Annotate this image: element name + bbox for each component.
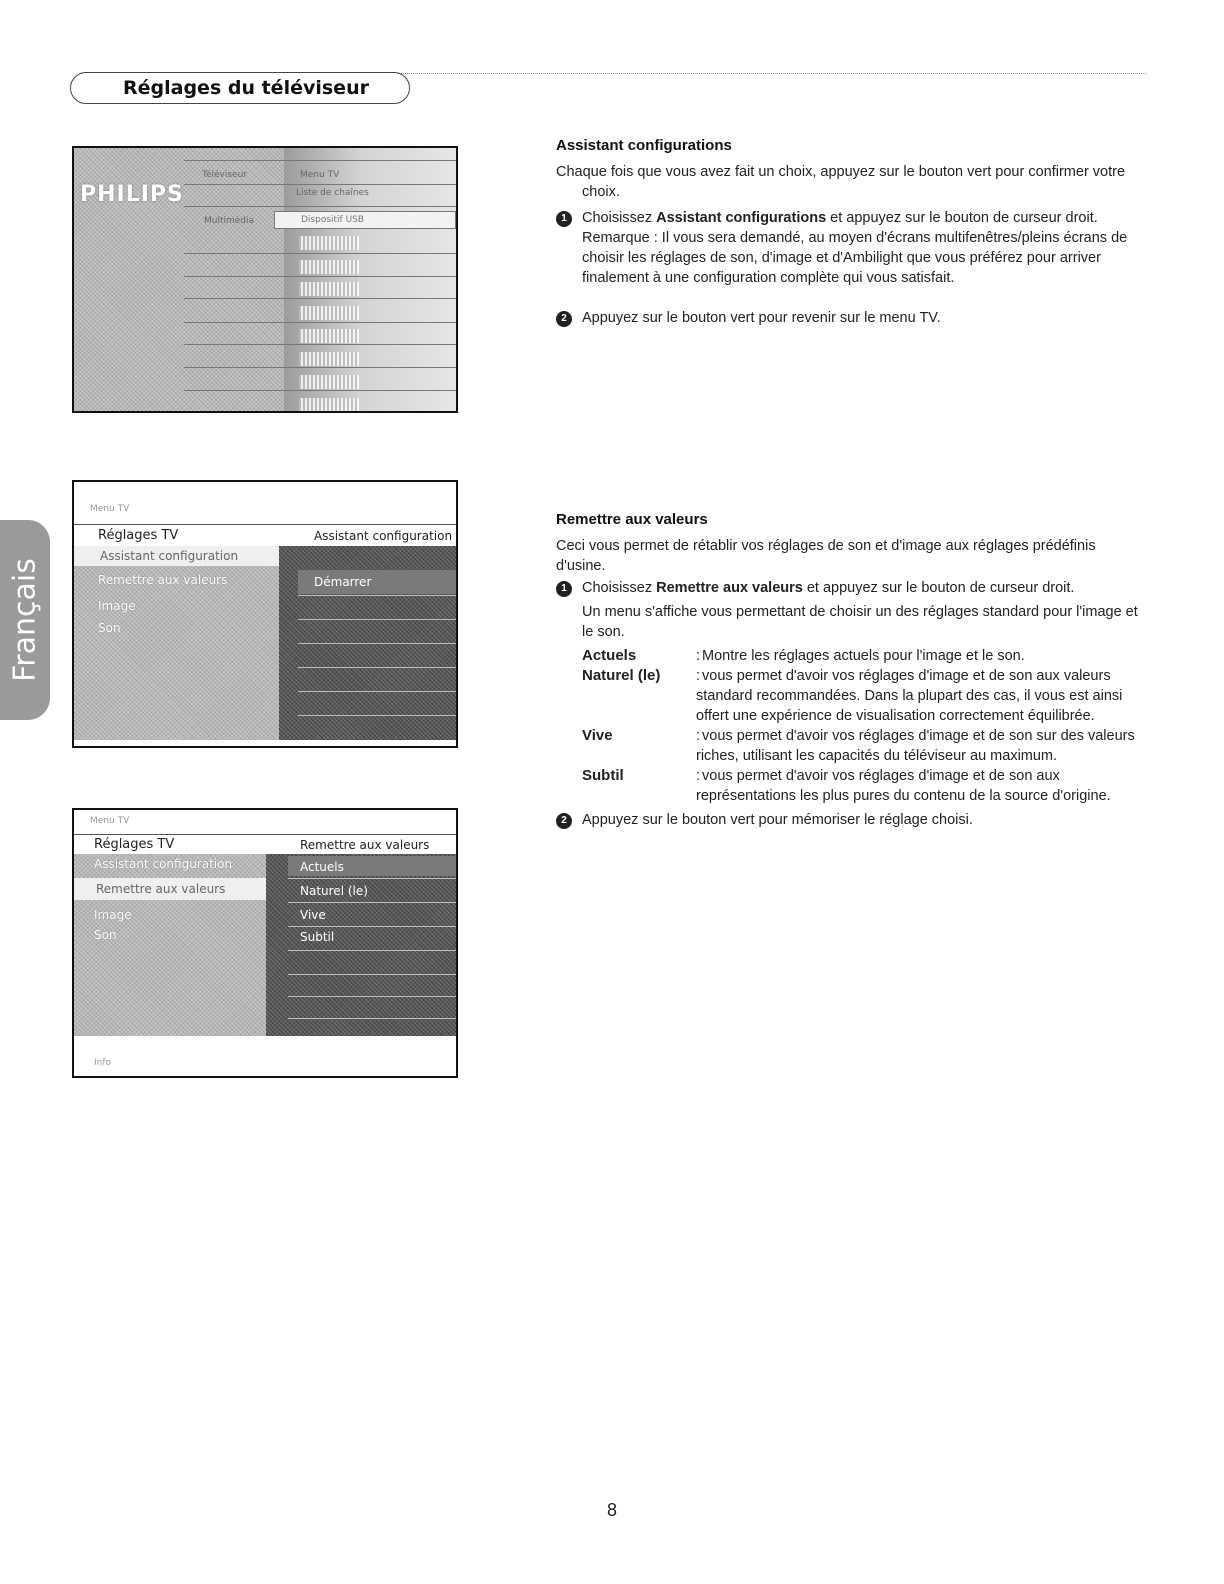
tv-screen-reset xyxy=(72,808,458,1078)
screen2-row-line xyxy=(298,715,456,716)
tv-screen-assistant xyxy=(72,480,458,748)
language-tab-label: Français xyxy=(7,558,43,682)
page-header xyxy=(70,68,1146,108)
screen1-placeholder xyxy=(299,260,359,274)
option-naturel[interactable]: Naturel (le) xyxy=(300,884,368,898)
screen3-footer xyxy=(74,1036,456,1076)
section-reset-step2 xyxy=(556,810,1146,830)
screen1-row-line xyxy=(184,322,456,323)
menu-item-assistant[interactable]: Assistant configuration xyxy=(94,857,233,871)
screen3-header-rule xyxy=(74,834,456,835)
screen1-placeholder xyxy=(299,306,359,320)
screen1-label-multimedia: Multimédia xyxy=(204,216,255,226)
screen1-channel-list: Liste de chaînes xyxy=(296,188,369,198)
page-title: Réglages du téléviseur xyxy=(70,72,410,104)
section-assistant-step1 xyxy=(556,208,1146,288)
screen3-right-panel xyxy=(266,854,456,1036)
section-reset-step1 xyxy=(556,578,1146,642)
screen3-row-line xyxy=(288,902,456,903)
menu-item-assistant[interactable]: Assistant configuration xyxy=(100,549,239,563)
section-assistant-intro: Chaque fois que vous avez fait un choix, appuyez sur le bouton vert pour confirmer votre choix. xyxy=(556,164,1126,200)
definition-term: Subtil xyxy=(582,767,624,784)
screen2-breadcrumb: Menu TV xyxy=(90,504,130,514)
definition-row xyxy=(582,726,1146,766)
header-rule xyxy=(390,73,1146,74)
step-2-marker: 2 xyxy=(556,813,572,829)
screen1-row-line xyxy=(184,344,456,345)
step-1-marker: 1 xyxy=(556,581,572,597)
section-assistant-step2 xyxy=(556,308,1146,328)
screen1-usb-device: Dispositif USB xyxy=(274,211,456,229)
definition-desc: : vous permet d'avoir vos réglages d'image et de son aux représentations les plus pures du contenu de la source d'origine. xyxy=(696,768,1111,804)
screen1-row-line xyxy=(184,367,456,368)
menu-item-image[interactable]: Image xyxy=(94,908,132,922)
screen1-row-line xyxy=(184,206,456,207)
definition-term: Naturel (le) xyxy=(582,667,661,684)
reset-step-2-text: Appuyez sur le bouton vert pour mémoriser le réglage choisi. xyxy=(582,812,973,828)
language-tab xyxy=(0,520,50,720)
screen2-left-title: Réglages TV xyxy=(98,528,179,543)
option-actuels[interactable]: Actuels xyxy=(300,860,344,874)
step-1-note: Remarque : Il vous sera demandé, au moyen d'écrans multifenêtres/pleins écrans de choisir les réglages de son, d'image et d'Ambilight que vous préférez pour arriver finalement à une configuration complète qui vous satisfait. xyxy=(582,230,1128,286)
option-vive[interactable]: Vive xyxy=(300,908,326,922)
definition-desc: : vous permet d'avoir vos réglages d'image et de son aux valeurs standard recommandées. Dans la plupart des cas, il vous est ainsi offert une expérience de visualisation correctement équilibrée. xyxy=(696,668,1123,724)
menu-item-sound[interactable]: Son xyxy=(94,928,117,942)
step-1-text: Choisissez Assistant configurations et appuyez sur le bouton de curseur droit. xyxy=(582,210,1098,226)
menu-item-sound[interactable]: Son xyxy=(98,621,121,635)
section-reset xyxy=(556,510,1146,830)
reset-step-1-more: Un menu s'affiche vous permettant de choisir un des réglages standard pour l'image et le son. xyxy=(582,604,1138,640)
step-2-text: Appuyez sur le bouton vert pour revenir sur le menu TV. xyxy=(582,310,941,326)
section-reset-heading: Remettre aux valeurs xyxy=(556,511,708,528)
screen2-row-line xyxy=(298,691,456,692)
screen1-placeholder xyxy=(299,398,359,412)
screen3-right-title: Remettre aux valeurs xyxy=(300,838,430,852)
screen2-header-rule xyxy=(74,524,456,525)
screen1-placeholder xyxy=(299,375,359,389)
page-number: 8 xyxy=(606,1500,617,1520)
screen1-placeholder xyxy=(299,352,359,366)
screen1-row-line xyxy=(184,253,456,254)
definition-row xyxy=(582,766,1146,806)
section-assistant-heading: Assistant configurations xyxy=(556,137,732,154)
screen1-row-line xyxy=(184,390,456,391)
section-reset-intro: Ceci vous permet de rétablir vos réglages de son et d'image aux réglages prédéfinis d'usine. xyxy=(556,538,1096,574)
definition-row xyxy=(582,646,1146,666)
menu-item-reset[interactable]: Remettre aux valeurs xyxy=(96,882,226,896)
screen1-placeholder xyxy=(299,329,359,343)
screen3-row-line xyxy=(288,996,456,997)
screen3-breadcrumb: Menu TV xyxy=(90,816,130,826)
screen3-row-line xyxy=(288,926,456,927)
screen1-placeholder xyxy=(299,282,359,296)
screen1-row-line xyxy=(184,160,456,161)
screen1-placeholder xyxy=(299,236,359,250)
option-subtil[interactable]: Subtil xyxy=(300,930,335,944)
definition-desc: : Montre les réglages actuels pour l'image et le son. xyxy=(696,648,1025,664)
screen2-footer xyxy=(74,740,456,746)
menu-item-reset[interactable]: Remettre aux valeurs xyxy=(98,573,228,587)
definition-term: Vive xyxy=(582,727,613,744)
screen2-right-title: Assistant configuration xyxy=(314,529,453,543)
step-1-marker: 1 xyxy=(556,211,572,227)
screen1-label-tv: Téléviseur xyxy=(202,170,247,180)
reset-step-1-text: Choisissez Remettre aux valeurs et appuyez sur le bouton de curseur droit. xyxy=(582,580,1075,596)
screen3-row-line xyxy=(288,974,456,975)
menu-item-start[interactable]: Démarrer xyxy=(314,575,372,589)
screen2-row-line xyxy=(298,619,456,620)
section-assistant xyxy=(556,136,1146,328)
menu-item-image[interactable]: Image xyxy=(98,599,136,613)
screen1-row-line xyxy=(184,298,456,299)
definition-desc: : vous permet d'avoir vos réglages d'image et de son sur des valeurs riches, utilisant les capacités du téléviseur au maximum. xyxy=(696,728,1135,764)
tv-screen-main-menu xyxy=(72,146,458,413)
screen2-row-line xyxy=(298,667,456,668)
screen3-row-line xyxy=(288,1018,456,1019)
screen3-info-label: Info xyxy=(94,1058,112,1068)
screen1-menu-tv: Menu TV xyxy=(300,170,340,180)
screen2-row-line xyxy=(298,595,456,596)
step-2-marker: 2 xyxy=(556,311,572,327)
screen1-row-line xyxy=(184,184,456,185)
screen3-row-line xyxy=(288,950,456,951)
screen3-left-title: Réglages TV xyxy=(94,837,175,852)
screen3-row-line xyxy=(288,878,456,879)
screen2-row-line xyxy=(298,643,456,644)
definition-row xyxy=(582,666,1146,726)
screen1-row-line xyxy=(184,276,456,277)
definition-term: Actuels xyxy=(582,647,637,664)
preset-definitions xyxy=(582,646,1146,806)
philips-logo: PHILIPS xyxy=(80,182,184,207)
